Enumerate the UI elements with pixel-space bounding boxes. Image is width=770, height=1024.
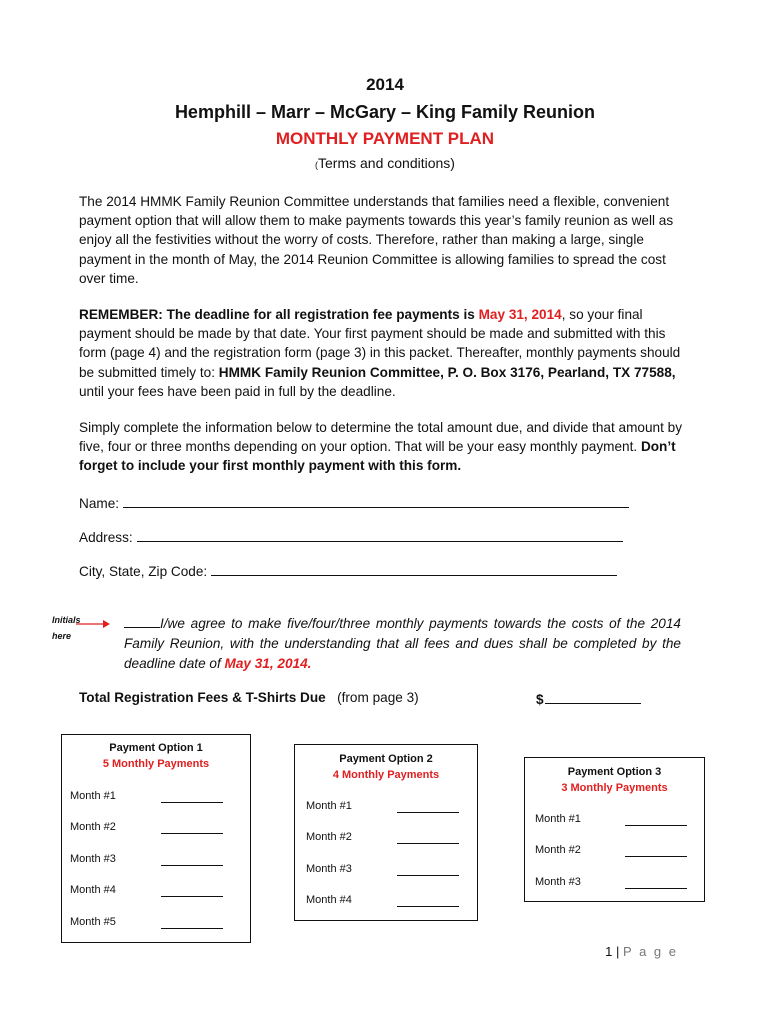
total-due-row <box>79 690 419 705</box>
name-input-line[interactable] <box>123 494 629 508</box>
month-amount-line[interactable] <box>161 853 223 866</box>
option-2-month-row <box>295 894 477 908</box>
month-amount-line[interactable] <box>161 916 223 929</box>
total-due-note: (from page 3) <box>337 690 419 705</box>
month-label: Month #1 <box>535 813 581 825</box>
option-2-month-row <box>295 863 477 877</box>
option-2-month-row <box>295 800 477 814</box>
instructions-paragraph <box>79 418 685 476</box>
payment-option-1-box <box>61 734 251 943</box>
month-amount-line[interactable] <box>397 863 459 876</box>
remember-deadline: May 31, 2014 <box>478 307 562 322</box>
month-amount-line[interactable] <box>625 844 687 857</box>
terms-heading <box>0 155 770 171</box>
remember-text-1: , so your final payment should be made by that date. Your first payment should be made and submitted with this form (page 4) and the registration form (page 3) in this packet. Thereafter, monthly payments should be submitted timely to: <box>79 307 681 380</box>
instructions-text: Simply complete the information below to determine the total amount due, and divide that amount by five, four or three months depending on your option. That will be your easy monthly payment. <box>79 420 683 455</box>
month-label: Month #3 <box>535 876 581 888</box>
option-3-month-row <box>525 876 704 890</box>
arrow-right-icon <box>76 619 110 629</box>
option-3-month-row <box>525 813 704 827</box>
option-1-title: Payment Option 1 <box>109 742 203 754</box>
month-label: Month #3 <box>306 863 352 875</box>
option-1-month-row <box>62 821 250 835</box>
payment-option-2-box <box>294 744 478 921</box>
mailing-address: HMMK Family Reunion Committee, P. O. Box 3176, Pearland, TX 77588, <box>218 364 676 380</box>
city-state-zip-label: City, State, Zip Code: <box>79 564 208 579</box>
initials-label-line1: Initials <box>52 615 81 625</box>
city-state-zip-field[interactable] <box>79 562 617 579</box>
month-amount-line[interactable] <box>397 831 459 844</box>
total-amount-field[interactable] <box>536 690 641 707</box>
month-label: Month #1 <box>70 790 116 802</box>
month-amount-line[interactable] <box>625 876 687 889</box>
page-subtitle: MONTHLY PAYMENT PLAN <box>275 129 495 148</box>
month-amount-line[interactable] <box>625 813 687 826</box>
month-label: Month #2 <box>535 844 581 856</box>
option-3-subtitle: 3 Monthly Payments <box>561 782 668 794</box>
address-field[interactable] <box>79 528 623 545</box>
month-amount-line[interactable] <box>161 884 223 897</box>
name-field[interactable] <box>79 494 629 511</box>
option-1-month-row <box>62 853 250 867</box>
month-label: Month #2 <box>306 831 352 843</box>
option-2-month-row <box>295 831 477 845</box>
footer-separator: | <box>616 944 620 959</box>
name-label: Name: <box>79 496 120 511</box>
terms-paren: ( <box>315 160 319 170</box>
option-1-month-row <box>62 884 250 898</box>
intro-paragraph: The 2014 HMMK Family Reunion Committee understands that families need a flexible, convenient payment option that will allow them to make payments towards this year’s family reunion as well as enjoy all the festivities without the worry of costs. Therefore, rather than making a large, single payment in the month of May, the 2014 Reunion Committee is allowing families to spread the cost over time. <box>79 194 674 286</box>
remember-paragraph <box>79 305 685 401</box>
option-3-title: Payment Option 3 <box>567 766 662 778</box>
total-amount-input-line[interactable] <box>545 690 641 704</box>
instructions-bold: Don’t forget to include your first monthly payment with this form. <box>79 439 676 474</box>
agreement-deadline: May 31, 2014. <box>224 656 312 671</box>
month-label: Month #3 <box>70 853 116 865</box>
option-1-month-row <box>62 790 250 804</box>
currency-symbol: $ <box>536 692 544 707</box>
initials-input-line[interactable] <box>124 614 160 628</box>
month-label: Month #4 <box>306 894 352 906</box>
terms-text: Terms and conditions) <box>318 155 455 171</box>
month-label: Month #2 <box>70 821 116 833</box>
option-3-month-row <box>525 844 704 858</box>
option-1-subtitle: 5 Monthly Payments <box>102 758 210 770</box>
month-label: Month #1 <box>306 800 352 812</box>
initials-label-line2: here <box>52 631 72 641</box>
agreement-statement <box>124 614 681 674</box>
agreement-text: I/we agree to make five/four/three monthly payments towards the costs of the 2014 Family Reunion, with the understanding that all fees and dues shall be completed by the deadline date of <box>124 616 681 671</box>
remember-lead: REMEMBER: The deadline for all registration fee payments is <box>79 307 479 322</box>
city-state-zip-input-line[interactable] <box>211 562 617 576</box>
month-amount-line[interactable] <box>161 821 223 834</box>
page-label: P a g e <box>623 944 678 959</box>
option-1-month-row <box>62 916 250 930</box>
month-label: Month #5 <box>70 916 116 928</box>
month-label: Month #4 <box>70 884 116 896</box>
payment-option-3-box <box>524 757 705 902</box>
option-2-subtitle: 4 Monthly Payments <box>332 769 440 781</box>
month-amount-line[interactable] <box>397 894 459 907</box>
address-label: Address: <box>79 530 133 545</box>
month-amount-line[interactable] <box>161 790 223 803</box>
total-due-label: Total Registration Fees & T-Shirts Due <box>79 690 326 705</box>
address-input-line[interactable] <box>137 528 623 542</box>
remember-text-2: until your fees have been paid in full by the deadline. <box>79 383 396 399</box>
page-footer <box>605 944 678 959</box>
option-2-title: Payment Option 2 <box>339 753 433 765</box>
month-amount-line[interactable] <box>397 800 459 813</box>
header-year: 2014 <box>366 75 404 94</box>
page-title: Hemphill – Marr – McGary – King Family Reunion <box>174 102 596 122</box>
page-number: 1 <box>605 944 613 959</box>
